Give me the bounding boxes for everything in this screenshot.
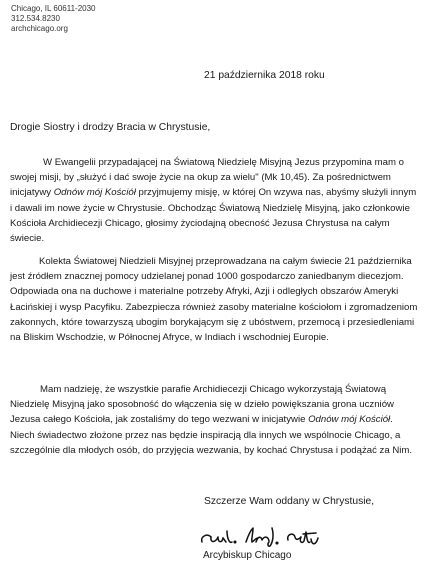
paragraph-2-line: Łacińskiej i wysp Pacyfiku. Zabezpiecza również zasoby materialne kościołom i zgromadzeniom <box>10 301 418 313</box>
initiative-name: Odnów mój Kościół <box>308 414 391 426</box>
paragraph-3-line: Mam nadzieję, że wszystkie parafie Archidiecezji Chicago wykorzystają Światową <box>40 384 387 395</box>
paragraph-2-line: na Bliskim Wschodzie, w Północnej Afryce, w Indiach i wschodniej Europie. <box>10 332 329 344</box>
letterhead-phone: 312.534.8230 <box>11 14 60 23</box>
letterhead-address: Chicago, IL 60611-2030 <box>11 4 96 13</box>
paragraph-3-line: szczególnie dla młodych osób, do przyjęcia wezwania, by kochać Chrystusa i podążać za Nim. <box>10 444 413 456</box>
letterhead <box>11 4 96 34</box>
text-segment: Jezusa całego Kościoła, jak zostaliśmy do tego wezwani w inicjatywie <box>10 414 309 426</box>
paragraph-3 <box>10 382 430 458</box>
paragraph-1-line: świecie. <box>10 233 45 245</box>
paragraph-1-line: W Ewangelii przypadającej na Światową Niedzielę Misyjną Jezus przypomina mam o <box>43 157 404 168</box>
paragraph-1-line: i dawali im nowe życie w Chrystusie. Obchodząc Światową Niedzielę Misyjną, jako członkowie <box>10 202 410 214</box>
text-segment: . <box>390 414 393 426</box>
paragraph-2-line: Kolekta Światowej Niedzieli Misyjnej przeprowadzana na całym świecie 21 października <box>39 256 412 267</box>
text-segment: inicjatywy <box>10 187 54 199</box>
paragraph-3-line <box>10 412 430 427</box>
text-segment: przyjmujemy misję, w której On wzywa nas, abyśmy służyli innym <box>135 187 417 199</box>
paragraph-2-line: zakonnych, które towarzyszą ubogim borykającym się z ubóstwem, przemocą i przesiedleniami <box>10 316 415 328</box>
paragraph-1-line: swojej misji, by „służyć i dać swoje życie na okup za wielu" (Mk 10,45). Za pośrednictwem <box>10 172 391 184</box>
paragraph-3-line: Niedzielę Misyjną jako sposobność do włączenia się w dzieło powiększania grona uczniów <box>10 399 394 411</box>
paragraph-1-line <box>10 185 430 200</box>
letter-date: 21 października 2018 roku <box>204 70 325 81</box>
paragraph-3-line: Niech świadectwo złożone przez nas będzie inspiracją dla innych we wspólnocie Chicago, a <box>10 429 401 441</box>
letter-closing: Szczerze Wam oddany w Chrystusie, <box>204 496 375 507</box>
paragraph-1 <box>10 155 430 246</box>
letter-greeting: Drogie Siostry i drodzy Bracia w Chrystusie, <box>10 122 211 133</box>
signatory-title: Arcybiskup Chicago <box>203 550 292 561</box>
paragraph-2-line: Odpowiada ona na duchowe i materialne potrzeby Afryki, Azji i odległych obszarów Ameryki <box>10 286 399 298</box>
paragraph-1-line: Kościoła Archidiecezji Chicago, głosimy życiodajną obecność Jezusa Chrystusa na całym <box>10 217 390 229</box>
paragraph-2 <box>10 254 430 345</box>
letterhead-website: archchicago.org <box>11 24 68 33</box>
initiative-name: Odnów mój Kościół <box>53 187 136 199</box>
paragraph-2-line: jest źródłem znacznej pomocy udzielanej ponad 1000 gospodarczo zaniedbanym diecezjom. <box>10 271 404 283</box>
handwritten-signature <box>198 522 328 550</box>
